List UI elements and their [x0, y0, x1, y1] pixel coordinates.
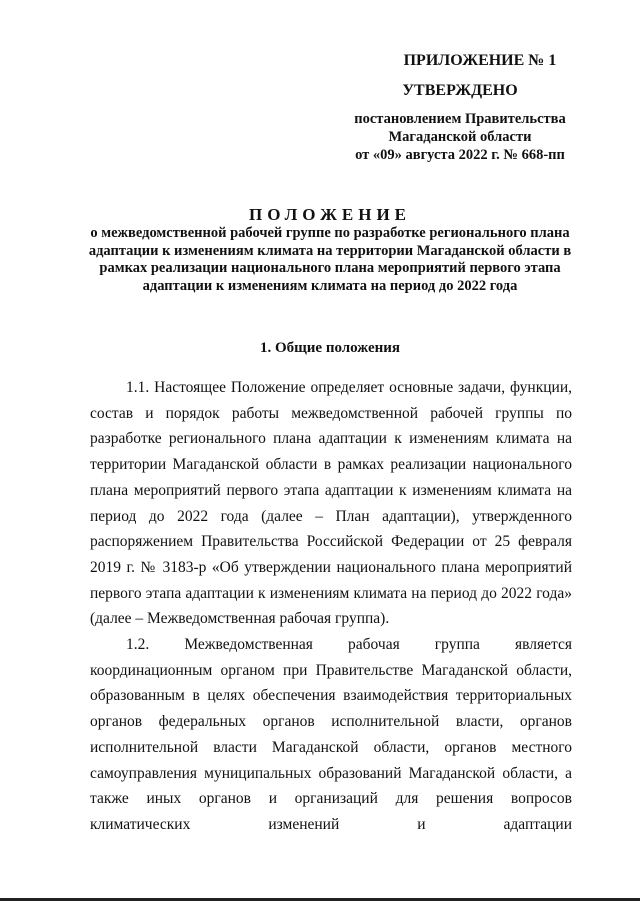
approval-line-3: от «09» августа 2022 г. № 668-пп: [355, 147, 565, 163]
title-heading: ПОЛОЖЕНИЕ: [249, 205, 411, 224]
approved-label: УТВЕРЖДЕНО: [402, 82, 518, 99]
approval-line-1: постановлением Правительства: [354, 111, 566, 127]
approval-block: [340, 52, 580, 164]
appendix-label: ПРИЛОЖЕНИЕ № 1: [403, 52, 557, 69]
title-subject: о межведомственной рабочей группе по разработке регионального плана адаптации к изменениям климата на территории Магаданской области в рамках реализации национального плана мероприятий первого этапа адаптации к изменениям климата на период до 2022 года: [88, 225, 572, 294]
approval-line-2: Магаданской области: [388, 129, 532, 145]
document-title: [70, 205, 590, 295]
document-body: [90, 375, 572, 838]
scan-edge-line: [0, 898, 640, 901]
paragraph-1-1: 1.1. Настоящее Положение определяет основные задачи, функции, состав и порядок работы межведомственной рабочей группы по разработке регионального плана адаптации к изменениям климата на территории Магаданской области в рамках реализации национального плана мероприятий первого этапа адаптации к изменениям климата на период до 2022 года (далее – План адаптации), утвержденного распоряжением Правительства Российской Федерации от 25 февраля 2019 г. № 3183-р «Об утверждении национального плана мероприятий первого этапа адаптации к изменениям климата на период до 2022 года» (далее – Межведомственная рабочая группа).: [90, 379, 572, 628]
paragraph-1-2: 1.2. Межведомственная рабочая группа является координационным органом при Правительстве Магаданской области, образованным в целях обеспечения взаимодействия территориальных органов федеральных органов исполнительной власти, органов исполнительной власти Магаданской области, органов местного самоуправления муниципальных образований Магаданской области, а также иных органов и организаций для решения вопросов климатических изменений и адаптации: [90, 636, 572, 833]
section-heading: 1. Общие положения: [259, 340, 401, 356]
